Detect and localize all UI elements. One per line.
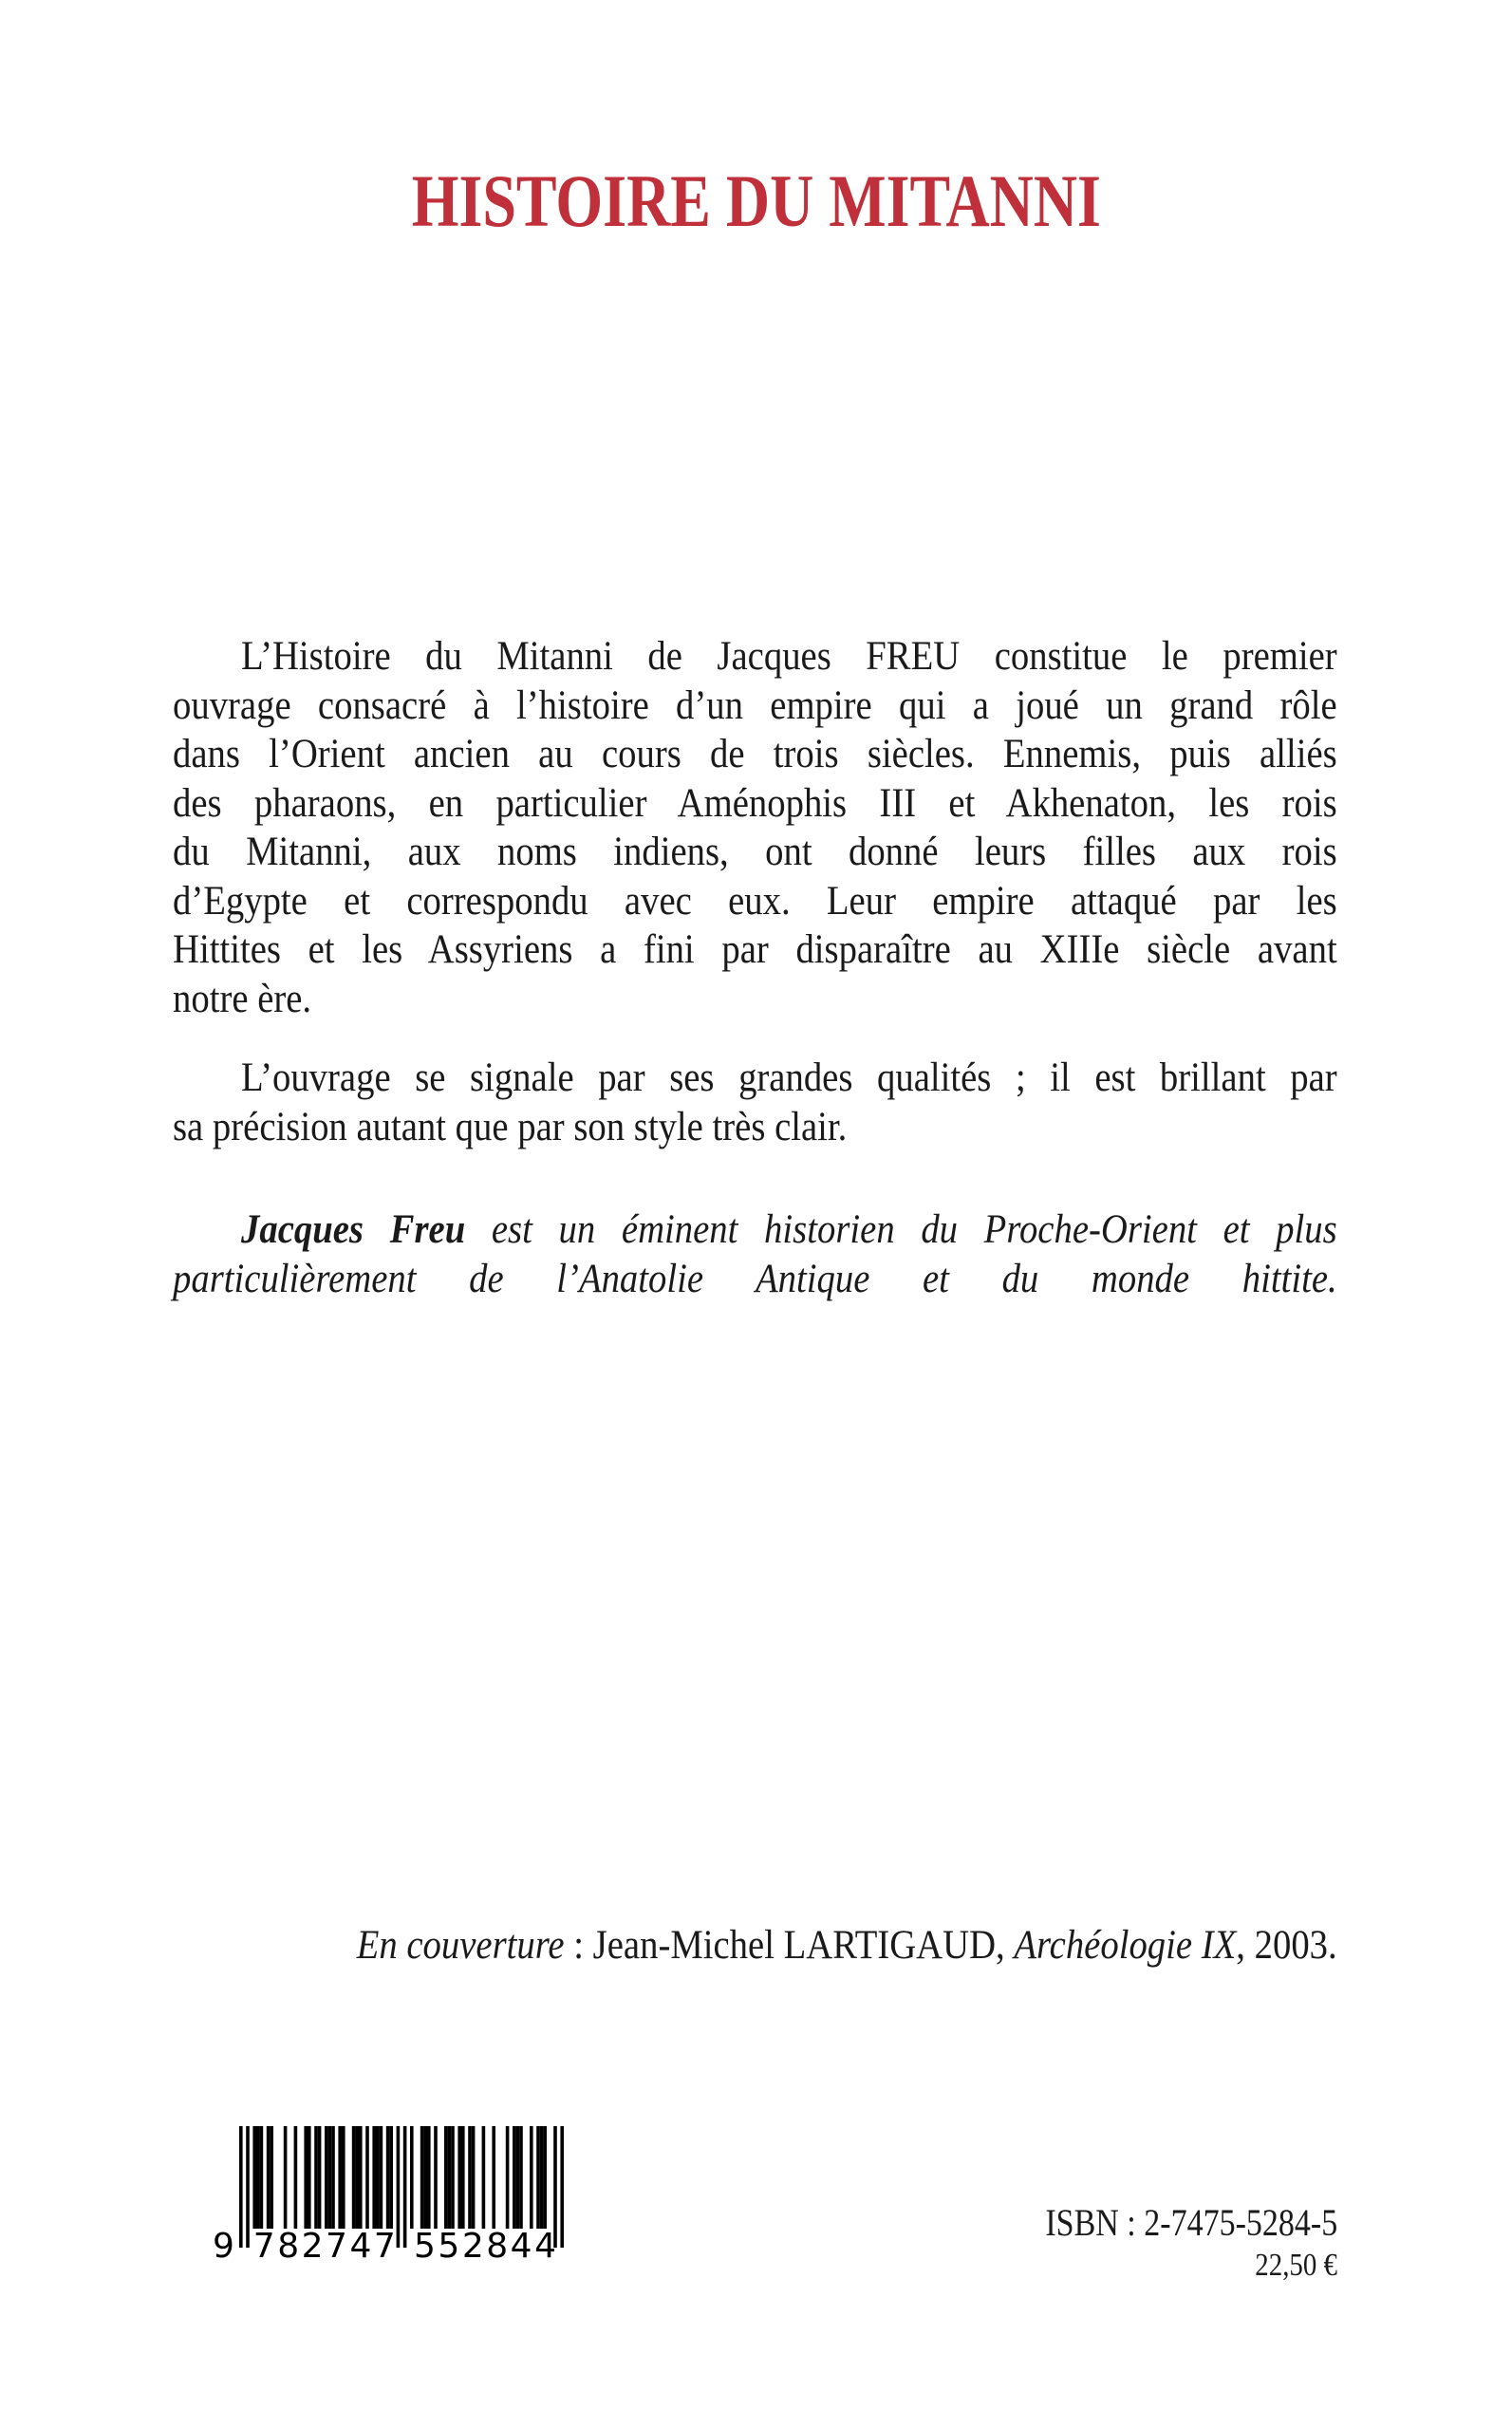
barcode-bar [410, 2126, 414, 2229]
barcode-bar [472, 2126, 476, 2229]
barcode-bar [284, 2126, 288, 2229]
barcode [211, 2126, 609, 2259]
text-line: Hittites et les Assyriens a fini par disparaître au XIIIe siècle avant [173, 927, 1337, 972]
barcode-bar [451, 2126, 455, 2229]
text-line: L’ouvrage se signale par ses grandes qualités ; il est brillant par [241, 1055, 1337, 1100]
barcode-bar [294, 2126, 298, 2229]
barcode-bar [540, 2126, 544, 2229]
barcode-bar [448, 2126, 452, 2229]
text-line: particulièrement de l’Anatolie Antique et du monde hittite. [173, 1256, 1337, 1301]
barcode-bar [427, 2126, 431, 2229]
barcode-bar [331, 2126, 335, 2229]
barcode-bar [318, 2126, 322, 2229]
price: 22,50 € [1255, 2248, 1337, 2283]
barcode-bar [560, 2126, 564, 2248]
barcode-bar [304, 2126, 308, 2229]
barcode-bar [457, 2126, 461, 2229]
barcode-bar [444, 2126, 448, 2229]
barcode-bar [239, 2126, 243, 2248]
barcode-bar [513, 2126, 516, 2229]
barcode-bar [252, 2126, 256, 2229]
barcode-bar [342, 2126, 345, 2229]
author-bio [173, 1205, 1337, 1303]
barcode-bar [372, 2126, 376, 2229]
barcode-bar [270, 2126, 273, 2229]
description-paragraph [173, 632, 1337, 1023]
barcode-bar [328, 2126, 332, 2229]
barcode-bar [423, 2126, 427, 2229]
barcode-bar [434, 2126, 438, 2229]
text-line: notre ère. [173, 976, 312, 1021]
text-line: du Mitanni, aux noms indiens, ont donné leurs filles aux rois [173, 830, 1337, 874]
barcode-bar [365, 2126, 369, 2229]
barcode-bar [492, 2126, 495, 2229]
barcode-right-digits: 552844 [414, 2227, 556, 2259]
barcode-bar [338, 2126, 342, 2229]
barcode-bar [420, 2126, 424, 2229]
barcode-bar [530, 2126, 533, 2229]
text-line: L’Histoire du Mitanni de Jacques FREU constitue le premier [241, 634, 1337, 679]
barcode-bar [325, 2126, 328, 2229]
barcode-bar [506, 2126, 510, 2229]
barcode-left-digits: 782747 [252, 2227, 396, 2259]
text-line: dans l’Orient ancien au cours de trois siècles. Ennemis, puis alliés [173, 732, 1337, 776]
barcode-bar [482, 2126, 486, 2229]
barcode-bar [403, 2126, 407, 2248]
text-line: sa précision autant que par son style très clair. [173, 1104, 848, 1149]
text-line: ouvrage consacré à l’histoire d’un empire qui a joué un grand rôle [173, 682, 1337, 728]
barcode-bar [308, 2126, 311, 2229]
barcode-bar [543, 2126, 547, 2229]
text-line: Jacques Freu est un éminent historien du Proche-Orient et plus [241, 1207, 1337, 1252]
barcode-bar [386, 2126, 390, 2229]
barcode-bar [536, 2126, 540, 2229]
barcode-bar [246, 2126, 250, 2248]
barcode-bar [397, 2126, 401, 2248]
barcode-bar [461, 2126, 465, 2229]
barcode-bar [468, 2126, 472, 2229]
book-title: HISTOIRE DU MITANNI [411, 159, 1101, 242]
barcode-bar [380, 2126, 383, 2229]
review-paragraph [173, 1054, 1337, 1151]
barcode-first-digit: 9 [213, 2227, 234, 2259]
author-name: Jacques Freu [241, 1207, 466, 1252]
barcode-bar [352, 2126, 356, 2229]
barcode-bar [376, 2126, 380, 2229]
isbn: ISBN : 2-7475-5284-5 [1045, 2201, 1337, 2244]
barcode-bar [519, 2126, 523, 2229]
text-line: d’Egypte et correspondu avec eux. Leur empire attaqué par les [173, 878, 1337, 924]
barcode-bar [359, 2126, 363, 2229]
cover-credit: En couverture : Jean-Michel LARTIGAUD, Archéologie IX, 2003. [356, 1923, 1337, 1968]
text-line: des pharaons, en particulier Aménophis III et Akhenaton, les rois [173, 780, 1337, 826]
barcode-bar [516, 2126, 520, 2229]
barcode-bar [389, 2126, 393, 2229]
barcode-bar [256, 2126, 260, 2229]
barcode-bar [260, 2126, 264, 2229]
barcode-bar [314, 2126, 318, 2229]
barcode-bar [267, 2126, 271, 2229]
barcode-bar [355, 2126, 359, 2229]
